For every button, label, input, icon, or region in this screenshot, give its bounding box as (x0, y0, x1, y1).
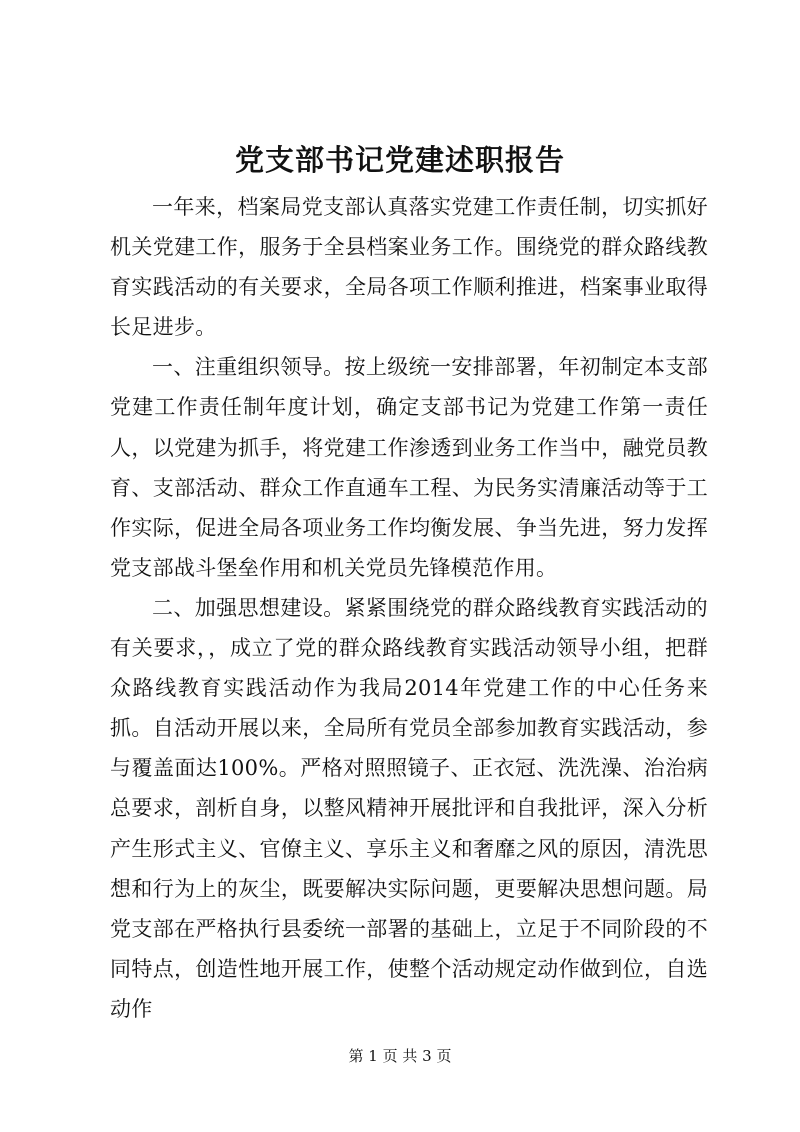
paragraph-organization-leadership: 一、注重组织领导。按上级统一安排部署，年初制定本支部党建工作责任制年度计划，确定支部书记为党建工作第一责任人，以党建为抓手，将党建工作渗透到业务工作当中，融党员教育、支部活动、群众工作直通车工程、为民务实清廉活动等于工作实际，促进全局各项业务工作均衡发展、争当先进，努力发挥党支部战斗堡垒作用和机关党员先锋模范作用。 (110, 355, 708, 580)
paragraph-ideological-building: 二、加强思想建设。紧紧围绕党的群众路线教育实践活动的有关要求，，成立了党的群众路线教育实践活动领导小组，把群众路线教育实践活动作为我局2014年党建工作的中心任务来抓。自活动开展以来，全局所有党员全部参加教育实践活动，参与覆盖面达100%。严格对照照镜子、正衣冠、洗洗澡、治治病总要求，剖析自身，以整风精神开展批评和自我批评，深入分析产生形式主义、官僚主义、享乐主义和奢靡之风的原因，清洗思想和行为上的灰尘，既要解决实际问题，更要解决思想问题。局党支部在严格执行县委统一部署的基础上，立足于不同阶段的不同特点，创造性地开展工作，使整个活动规定动作做到位，自选动作 (110, 595, 708, 1021)
document-body (110, 187, 708, 1029)
page-number-footer: 第 1 页 共 3 页 (348, 1047, 452, 1065)
paragraph-intro: 一年来，档案局党支部认真落实党建工作责任制，切实抓好机关党建工作，服务于全县档案业务工作。围绕党的群众路线教育实践活动的有关要求，全局各项工作顺利推进，档案事业取得长足进步。 (110, 195, 708, 340)
document-title: 党支部书记党建述职报告 (234, 143, 565, 177)
